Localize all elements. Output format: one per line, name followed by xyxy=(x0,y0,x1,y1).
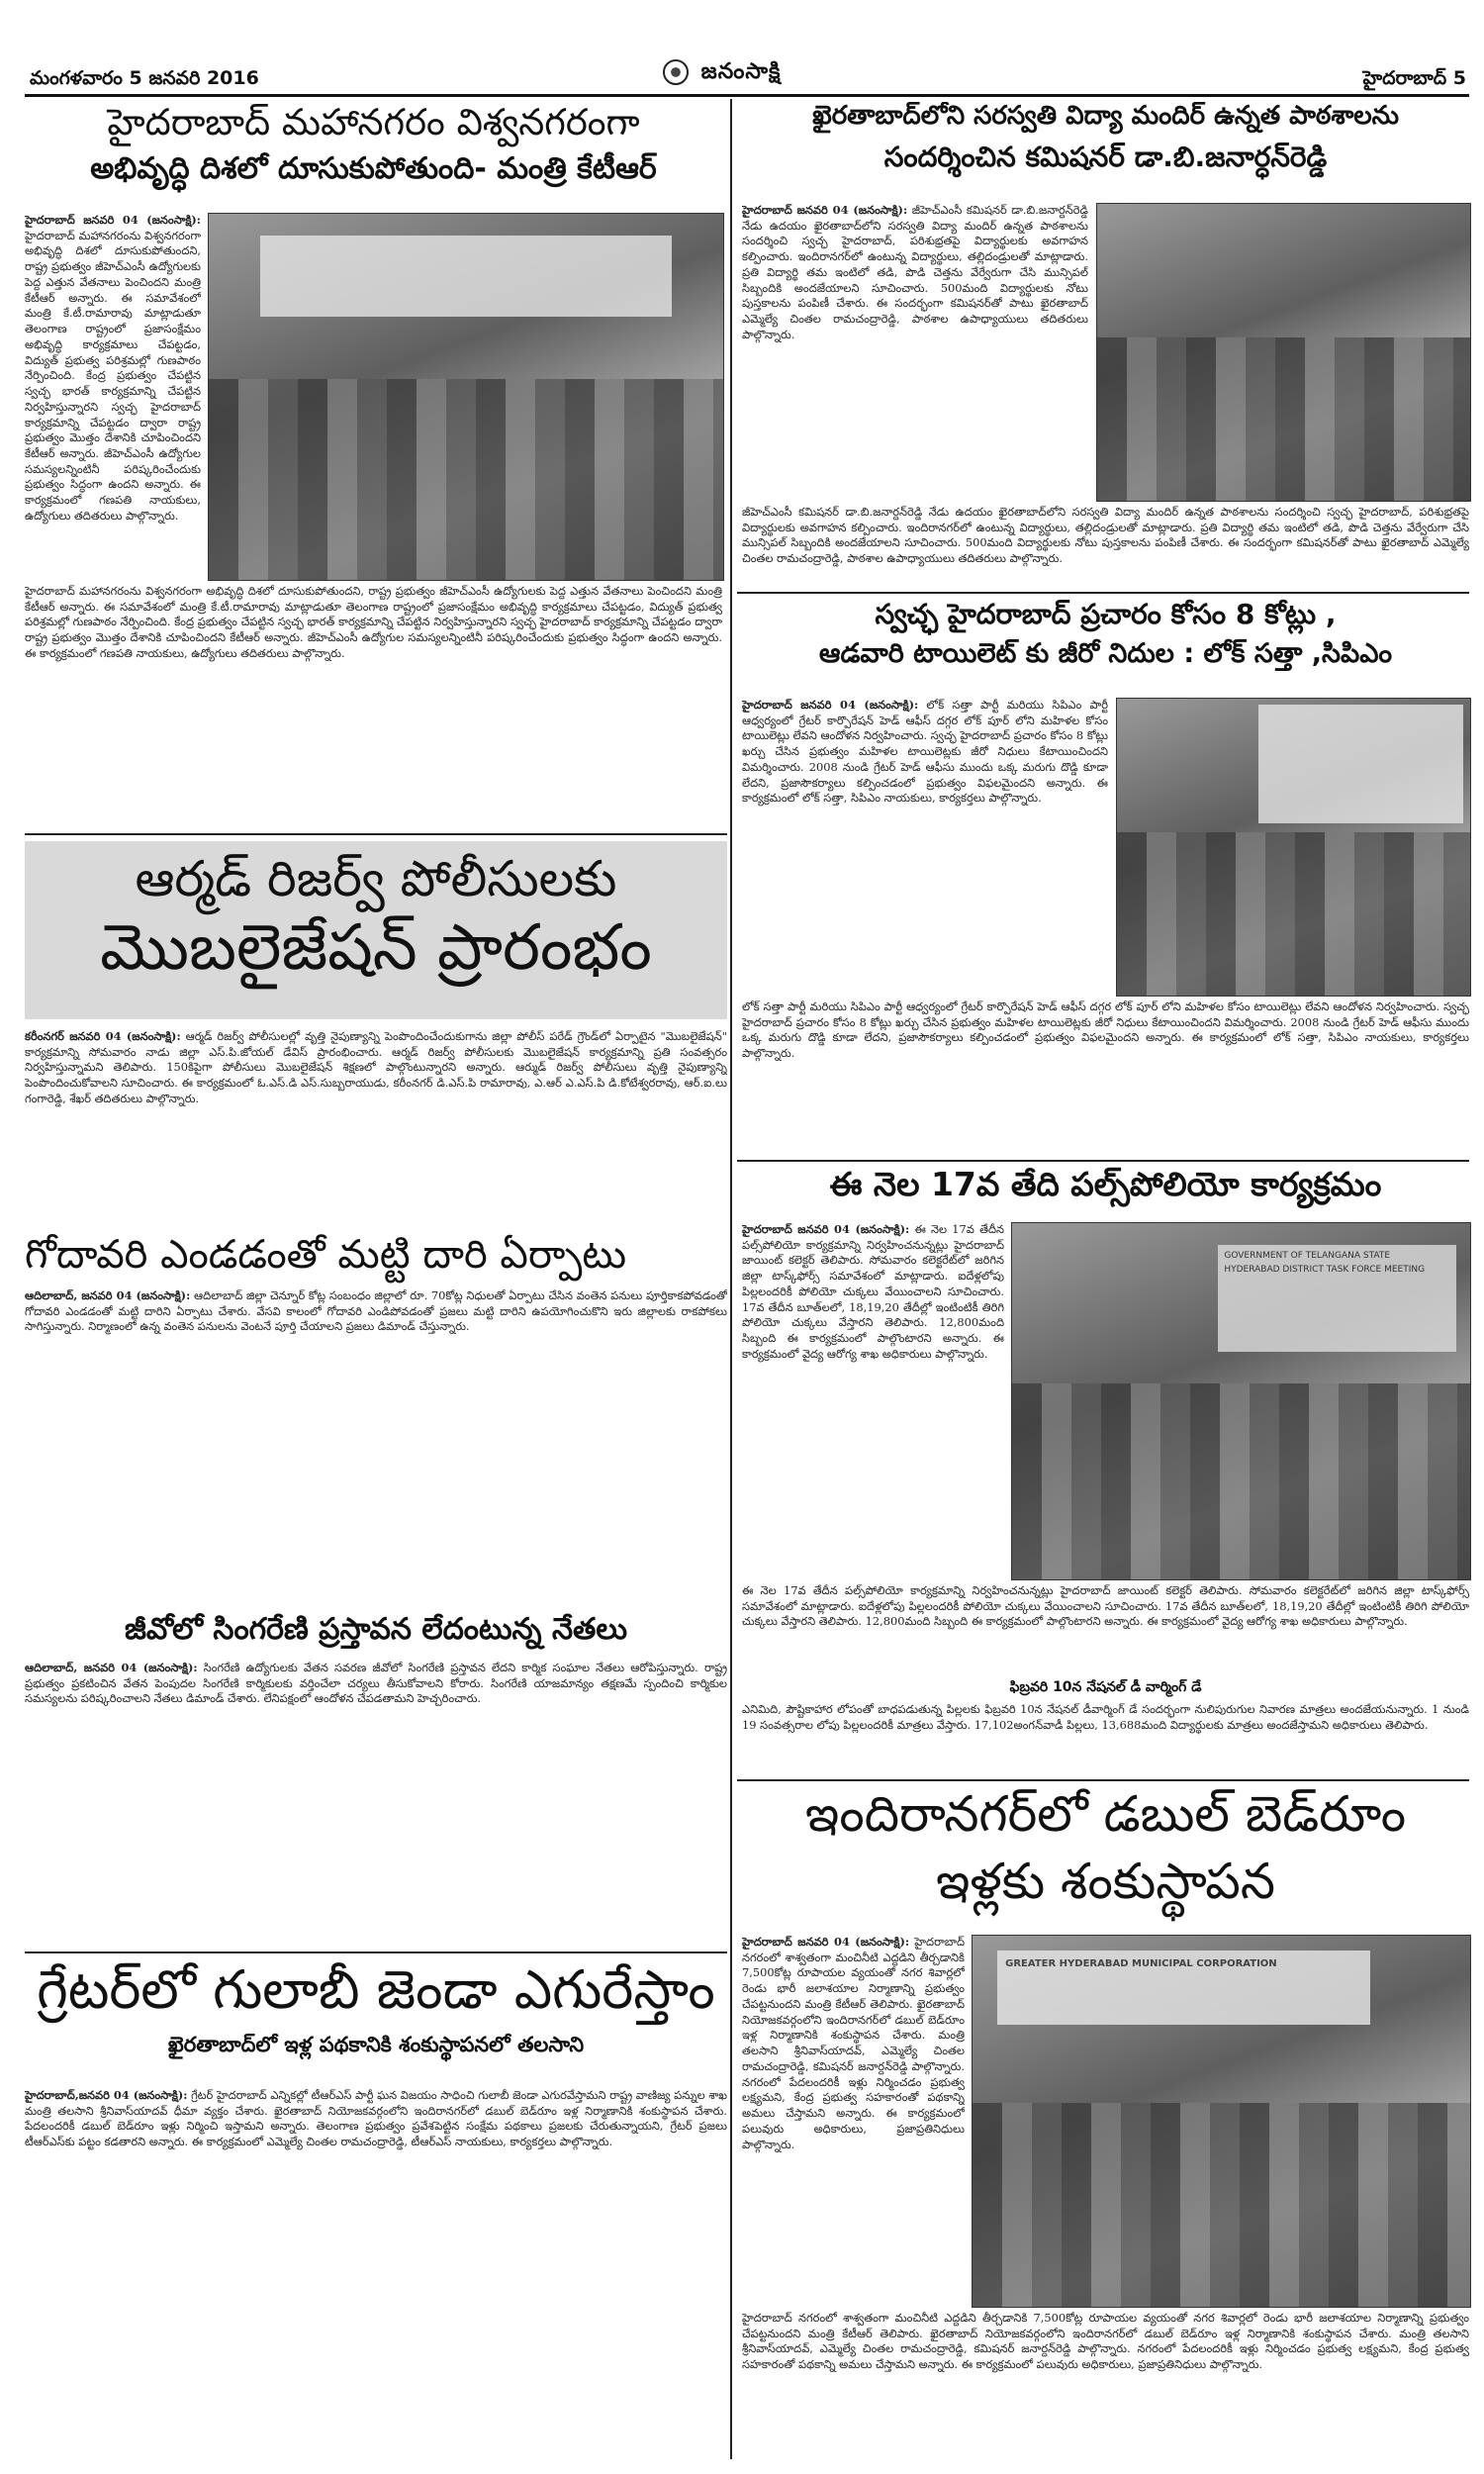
school-body-continued: జీహెచ్ఎంసీ కమిషనర్ డా.బి.జనార్దన్‌రెడ్డి నేడు ఉదయం ఖైరతాబాద్‌లోని సరస్వతి విద్యా మందిర్ ఉన్నత పాఠశాలను సందర్శించి స్వచ్ఛ హైదరాబాద్, పరిశుభ్రతపై విద్యార్థులకు అవగాహన కల్పించారు. ఇందిరానగర్‌లో ఉంటున్న విద్యార్థులు, తల్లిదండ్రులతో మాట్లాడారు. ప్రతి విద్యార్థి తమ ఇంటిలో తడి, పొడి చెత్తను వేర్వేరుగా చేసి మున్సిపల్ సిబ్బందికి అందజేయాలని సూచించారు. 500మంది విద్యార్థులకు నోటు పుస్తకాలను పంపిణీ చేశారు. ఈ సందర్భంగా కమిషనర్‌తో పాటు ఖైరతాబాద్ ఎమ్మెల్యే చింతల రామచంద్రారెడ్డి, పాఠశాల ఉపాధ్యాయులు తదితరులు పాల్గొన్నారు. xyxy=(742,505,1469,566)
polio-body-narrow xyxy=(742,1222,1004,1578)
loksatta-dateline: హైదరాబాద్ జనవరి 04 (జనంసాక్షి): xyxy=(742,698,919,712)
divider-loksatta xyxy=(737,1160,1469,1162)
divider-school xyxy=(737,592,1469,594)
loksatta-photo-building xyxy=(1258,705,1463,823)
greater-body: గ్రేటర్ హైదరాబాద్ ఎన్నికల్లో టీఆర్ఎస్ పార్టీ ఘన విజయం సాధించి గులాబీ జెండా ఎగురవేస్తామని రాష్ట్ర వాణిజ్య పన్నుల శాఖ మంత్రి తలసాని శ్రీనివాస్‌యాదవ్ ధీమా వ్యక్తం చేశారు. ఖైరతాబాద్ నియోజకవర్గంలోని ఇందిరానగర్‌లో డబుల్ బెడ్‌రూం ఇళ్ల నిర్మాణానికి శంకుస్థాపన చేశారు. పేదలందరికీ డబుల్ బెడ్‌రూం ఇళ్లు నిర్మించి ఇస్తామని అన్నారు. తెలంగాణ ప్రభుత్వం ప్రవేశపెట్టిన సంక్షేమ పథకాలు ప్రజలకు చేరుతున్నాయని, గ్రేటర్ ప్రజలు టీఆర్ఎస్‌కు పట్టం కడతారని అన్నారు. ఈ కార్యక్రమంలో ఎమ్మెల్యే చింతల రామచంద్రారెడ్డి, టీఆర్ఎస్ నాయకులు, కార్యకర్తలు పాల్గొన్నారు. xyxy=(25,2088,727,2149)
singareni-dateline: ఆదిలాబాద్, జనవరి 04 (జనంసాక్షి): xyxy=(25,1661,198,1674)
school-photo xyxy=(1096,203,1471,502)
greater-headline-box xyxy=(25,1959,727,2083)
ktr-body: హైదరాబాద్ మహానగరంను విశ్వనగరంగా అభివృద్ధి దిశలో దూసుకుపోతుందని, రాష్ట్ర ప్రభుత్వం జీహెచ్ఎంసీ ఉద్యోగులకు పెద్ద ఎత్తున వేతనాలు పెంచిందని మంత్రి కేటీఆర్ అన్నారు. ఈ సమావేశంలో మంత్రి కే.టీ.రామారావు మాట్లాడుతూ తెలంగాణ రాష్ట్రంలో ప్రజాసంక్షేమం అభివృద్ధి కార్యక్రమాలు చేపట్టడం, విద్యుత్ ప్రభుత్వ పరిశ్రమల్లో గుణపాఠం నేర్పించింది. కేంద్ర ప్రభుత్వం చేపట్టిన స్వచ్ఛ భారత్ కార్యక్రమాన్ని చేపట్టిన నిర్వహిస్తున్నారని స్వచ్ఛ హైదరాబాద్ కార్యక్రమాన్ని చేపట్టడం ద్వారా రాష్ట్ర ప్రభుత్వం మొత్తం దేశానికి చూపించిందని కేటీఆర్ అన్నారు. జీహెచ్ఎంసీ ఉద్యోగుల సమస్యలన్నింటినీ పరిష్కరించేందుకు ప్రభుత్వం సిద్ధంగా ఉందని అన్నారు. ఈ కార్యక్రమంలో గణపతి నాయకులు, ఉద్యోగులు తదితరులు పాల్గొన్నారు. xyxy=(25,228,201,523)
paper-name: జనంసాక్షి xyxy=(700,59,782,84)
column-divider xyxy=(730,99,732,2459)
loksatta-headline-line-2: ఆడవారి టాయిలెట్ కు జీరో నిదుల : లోక్ సత్తా ,సిపిఎం xyxy=(818,638,1393,670)
page-label: హైదరాబాద్ 5 xyxy=(1362,67,1466,89)
godavari-headline-box xyxy=(25,1232,727,1284)
housing-headline-line-2: ఇళ్లకు శంకుస్థాపన xyxy=(936,1852,1275,1910)
school-headline-box xyxy=(742,102,1469,196)
loksatta-headline-box xyxy=(742,599,1469,693)
school-photo-children xyxy=(1097,337,1470,501)
loksatta-body: లోక్ సత్తా పార్టీ మరియు సిపిఎం పార్టీ ఆధ్వర్యంలో గ్రేటర్ కార్పొరేషన్ హెడ్ ఆఫీస్ దగ్గర లోక్ పూర్ లోని మహిళల కోసం టాయిలెట్లు లేవని ఆందోళన నిర్వహించారు. స్వచ్ఛ హైదరాబాద్ ప్రచారం కోసం 8 కోట్లు ఖర్చు చేసిన ప్రభుత్వం మహిళల టాయిలెట్లకు జీరో నిధులు కేటాయించిందని విమర్శించారు. 2008 నుండి గ్రేటర్ హెడ్ ఆఫీసు ముందు ఒక్క మరుగు దొడ్డి కూడా లేదని, ప్రజాసౌకర్యాలు కల్పించడంలో ప్రభుత్వం విఫలమైందని అన్నారు. ఈ కార్యక్రమంలో లోక్ సత్తా, సిపిఎం నాయకులు, కార్యకర్తలు పాల్గొన్నారు. xyxy=(742,698,1108,806)
polio-subhead: ఫిబ్రవరి 10న నేషనల్ డీ వార్మింగ్ డే xyxy=(1009,1679,1202,1695)
singareni-body: సింగరేణి ఉద్యోగులకు వేతన సవరణ జీవోలో సింగరేణి ప్రస్తావన లేదని కార్మిక సంఘాల నేతలు ఆరోపిస్తున్నారు. రాష్ట్ర ప్రభుత్వం ప్రకటించిన వేతన పెంపుదల సింగరేణి కార్మికులకు వర్తించేలా చర్యలు తీసుకోవాలని కోరారు. సింగరేణి యాజమాన్యం తక్షణమే స్పందించి కార్మికుల సమస్యలను పరిష్కరించాలని నేతలు డిమాండ్ చేశారు. లేనిపక్షంలో ఆందోళన చేపడతామని హెచ్చరించారు. xyxy=(25,1661,727,1706)
polio-headline-box xyxy=(742,1166,1469,1217)
polio-subbody: ఎనిమిది, పౌష్టికాహార లోపంతో బాధపడుతున్న పిల్లలకు ఫిబ్రవరి 10న నేషనల్ డీవార్మింగ్ డే సందర్భంగా నులిపురుగుల నివారణ మాత్రలు అందజేయనున్నారు. 1 నుండి 19 సంవత్సరాల లోపు పిల్లలందరికీ మాత్రలు వేస్తారు. 17,102అంగన్‌వాడీ పిల్లలు, 13,688మంది విద్యార్థులకు మాత్రలు అందజేస్తామని అధికారులు తెలిపారు. xyxy=(742,1702,1469,1732)
polio-body-continued: ఈ నెల 17వ తేదీన పల్స్‌పోలియో కార్యక్రమాన్ని నిర్వహించనున్నట్లు హైదరాబాద్ జాయింట్ కలెక్టర్ తెలిపారు. సోమవారం కలెక్టరేట్‌లో జరిగిన జిల్లా టాస్క్‌ఫోర్స్ సమావేశంలో మాట్లాడారు. ఐదేళ్లలోపు పిల్లలందరికీ పోలియో చుక్కలు వేయించాలని సూచించారు. 17వ తేదీన బూత్‌లలో, 18,19,20 తేదీల్లో ఇంటింటికీ తిరిగి పోలియో చుక్కలు వేస్తారని తెలిపారు. 12,800మంది సిబ్బంది ఈ కార్యక్రమంలో పాల్గొంటారని అన్నారు. ఈ కార్యక్రమంలో వైద్య ఆరోగ్య శాఖ అధికారులు పాల్గొన్నారు. xyxy=(742,1583,1469,1629)
godavari-body: ఆదిలాబాద్ జిల్లా చెన్నూర్ కోట్ల సంబంధం జిల్లాలో రూ. 70కోట్ల నిధులతో ఏర్పాటు చేసిన వంతెన పనులు పూర్తికాకపోవడంతో గోదావరి ఎండడంతో మట్టి దారిని ఏర్పాటు చేశారు. వేసవి కాలంలో గోదావరి ఎండిపోవడంతో ప్రజలు మట్టి దారిని ఉపయోగించుకొని ఇరు జిల్లాలకు రాకపోకలు సాగిస్తున్నారు. నిర్మాణంలో ఉన్న వంతెన పనులను వెంటనే పూర్తి చేయాలని ప్రజలు డిమాండ్ చేస్తున్నారు. xyxy=(25,1288,727,1334)
ktr-photo-people xyxy=(209,379,723,581)
masthead-rule xyxy=(25,94,1469,97)
polio-dateline: హైదరాబాద్ జనవరి 04 (జనంసాక్షి): xyxy=(742,1222,910,1236)
school-body: జీహెచ్ఎంసీ కమిషనర్ డా.బి.జనార్దన్‌రెడ్డి నేడు ఉదయం ఖైరతాబాద్‌లోని సరస్వతి విద్యా మందిర్ ఉన్నత పాఠశాలను సందర్శించి స్వచ్ఛ హైదరాబాద్, పరిశుభ్రతపై విద్యార్థులకు అవగాహన కల్పించారు. ఇందిరానగర్‌లో ఉంటున్న విద్యార్థులు, తల్లిదండ్రులతో మాట్లాడారు. ప్రతి విద్యార్థి తమ ఇంటిలో తడి, పొడి చెత్తను వేర్వేరుగా చేసి మున్సిపల్ సిబ్బందికి అందజేయాలని సూచించారు. 500మంది విద్యార్థులకు నోటు పుస్తకాలను పంపిణీ చేశారు. ఈ సందర్భంగా కమిషనర్‌తో పాటు ఖైరతాబాద్ ఎమ్మెల్యే చింతల రామచంద్రారెడ్డి, పాఠశాల ఉపాధ్యాయులు తదితరులు పాల్గొన్నారు. xyxy=(742,203,1088,341)
police-headline-line-2: మొబలైజేషన్ ప్రారంభం xyxy=(100,910,652,985)
ktr-headline-line-1: హైదరాబాద్ మహానగరం విశ్వనగరంగా xyxy=(107,102,640,143)
janam-sakshi-logo-icon xyxy=(663,59,689,85)
school-body-narrow xyxy=(742,203,1088,500)
polio-body: ఈ నెల 17వ తేదీన పల్స్‌పోలియో కార్యక్రమాన్ని నిర్వహించనున్నట్లు హైదరాబాద్ జాయింట్ కలెక్టర్ తెలిపారు. సోమవారం కలెక్టరేట్‌లో జరిగిన జిల్లా టాస్క్‌ఫోర్స్ సమావేశంలో మాట్లాడారు. ఐదేళ్లలోపు పిల్లలందరికీ పోలియో చుక్కలు వేయించాలని సూచించారు. 17వ తేదీన బూత్‌లలో, 18,19,20 తేదీల్లో ఇంటింటికీ తిరిగి పోలియో చుక్కలు వేస్తారని తెలిపారు. 12,800మంది సిబ్బంది ఈ కార్యక్రమంలో పాల్గొంటారని అన్నారు. ఈ కార్యక్రమంలో వైద్య ఆరోగ్య శాఖ అధికారులు పాల్గొన్నారు. xyxy=(742,1222,1004,1361)
greater-headline: గ్రేటర్‌లో గులాబీ జెండా ఎగురేస్తాం xyxy=(37,1959,715,2021)
housing-photo-banner xyxy=(997,1951,1370,2025)
godavari-headline: గోదావరి ఎండడంతో మట్టి దారి ఏర్పాటు xyxy=(25,1232,627,1278)
ktr-headline-line-2: అభివృద్ధి దిశలో దూసుకుపోతుంది- మంత్రి కేటీఆర్ xyxy=(90,150,657,186)
housing-photo-people xyxy=(973,2103,1470,2307)
godavari-body-box xyxy=(25,1288,727,1605)
school-body-wide xyxy=(742,505,1469,589)
housing-photo xyxy=(972,1935,1471,2308)
loksatta-photo xyxy=(1116,698,1471,997)
greater-subhead: ఖైరతాబాద్‌లో ఇళ్ల పథకానికి శంకుస్థాపనలో తలసాని xyxy=(167,2033,585,2057)
school-headline-line-2: సందర్శించిన కమిషనర్ డా.బి.జనార్ధన్‌రెడ్డి xyxy=(883,140,1328,173)
housing-body-wide xyxy=(742,2311,1469,2459)
polio-body-wide xyxy=(742,1583,1469,1677)
loksatta-body-narrow xyxy=(742,698,1108,995)
ktr-photo-banner xyxy=(260,236,672,316)
issue-date: మంగళవారం 5 జనవరి 2016 xyxy=(30,67,259,89)
ktr-photo xyxy=(208,213,724,581)
police-dateline: కరీంనగర్ జనవరి 04 (జనంసాక్షి): xyxy=(25,1029,181,1043)
housing-dateline: హైదరాబాద్ జనవరి 04 (జనంసాక్షి): xyxy=(742,1935,910,1949)
polio-photo-banner xyxy=(1218,1245,1456,1352)
housing-body-continued: హైదరాబాద్ నగరంలో శాశ్వతంగా మంచినీటి ఎద్దడిని తీర్చడానికి 7,500కోట్ల రూపాయల వ్యయంతో నగర శివార్లలో రెండు భారీ జలాశయాల నిర్మాణాన్ని ప్రభుత్వం చేపట్టనుందని మంత్రి కేటీఆర్ తెలిపారు. ఖైరతాబాద్ నియోజకవర్గంలోని ఇందిరానగర్‌లో డబుల్ బెడ్‌రూం ఇళ్ల నిర్మాణానికి శంకుస్థాపన చేశారు. మంత్రి తలసాని శ్రీనివాస్‌యాదవ్, ఎమ్మెల్యే చింతల రామచంద్రారెడ్డి, కమిషనర్ జనార్దన్‌రెడ్డి పాల్గొన్నారు. నగరంలో పేదలందరికీ ఇళ్లు నిర్మించడం ప్రభుత్వ లక్ష్యమని, కేంద్ర ప్రభుత్వ సహకారంతో పథకాన్ని అమలు చేస్తామని అన్నారు. ఈ కార్యక్రమంలో పలువురు అధికారులు, ప్రజాప్రతినిధులు పాల్గొన్నారు. xyxy=(742,2311,1469,2372)
godavari-dateline: ఆదిలాబాద్, జనవరి 04 (జనంసాక్షి): xyxy=(25,1288,191,1302)
ktr-headline xyxy=(25,102,722,206)
divider-singareni xyxy=(25,1951,727,1953)
housing-body: హైదరాబాద్ నగరంలో శాశ్వతంగా మంచినీటి ఎద్దడిని తీర్చడానికి 7,500కోట్ల రూపాయల వ్యయంతో నగర శివార్లలో రెండు భారీ జలాశయాల నిర్మాణాన్ని ప్రభుత్వం చేపట్టనుందని మంత్రి కేటీఆర్ తెలిపారు. ఖైరతాబాద్ నియోజకవర్గంలోని ఇందిరానగర్‌లో డబుల్ బెడ్‌రూం ఇళ్ల నిర్మాణానికి శంకుస్థాపన చేశారు. మంత్రి తలసాని శ్రీనివాస్‌యాదవ్, ఎమ్మెల్యే చింతల రామచంద్రారెడ్డి, కమిషనర్ జనార్దన్‌రెడ్డి పాల్గొన్నారు. నగరంలో పేదలందరికీ ఇళ్లు నిర్మించడం ప్రభుత్వ లక్ష్యమని, కేంద్ర ప్రభుత్వ సహకారంతో పథకాన్ని అమలు చేస్తామని అన్నారు. ఈ కార్యక్రమంలో పలువురు అధికారులు, ప్రజాప్రతినిధులు పాల్గొన్నారు. xyxy=(742,1935,965,2151)
housing-banner-text: GREATER HYDERABAD MUNICIPAL CORPORATION xyxy=(1005,1958,1277,1969)
loksatta-body-wide xyxy=(742,999,1469,1158)
greater-body-box xyxy=(25,2088,727,2459)
divider-polio xyxy=(737,1779,1469,1781)
ktr-body-wide xyxy=(25,584,722,826)
paper-logo xyxy=(663,59,782,89)
polio-headline: ఈ నెల 17వ తేది పల్స్‌పోలియో కార్యక్రమం xyxy=(829,1166,1382,1203)
polio-subhead-box xyxy=(742,1679,1469,1699)
loksatta-photo-protesters xyxy=(1117,832,1470,996)
polio-banner-line-2: HYDERABAD DISTRICT TASK FORCE MEETING xyxy=(1224,1264,1426,1275)
divider-ktr xyxy=(25,833,727,835)
police-headline-panel xyxy=(25,841,727,1019)
polio-subbody-box xyxy=(742,1702,1469,1776)
ktr-dateline: హైదరాబాద్ జనవరి 04 (జనంసాక్షి): xyxy=(25,213,201,227)
ktr-body-continued: హైదరాబాద్ మహానగరంను విశ్వనగరంగా అభివృద్ధి దిశలో దూసుకుపోతుందని, రాష్ట్ర ప్రభుత్వం జీహెచ్ఎంసీ ఉద్యోగులకు పెద్ద ఎత్తున వేతనాలు పెంచిందని మంత్రి కేటీఆర్ అన్నారు. ఈ సమావేశంలో మంత్రి కే.టీ.రామారావు మాట్లాడుతూ తెలంగాణ రాష్ట్రంలో ప్రజాసంక్షేమం అభివృద్ధి కార్యక్రమాలు చేపట్టడం, విద్యుత్ ప్రభుత్వ పరిశ్రమల్లో గుణపాఠం నేర్పించింది. కేంద్ర ప్రభుత్వం చేపట్టిన స్వచ్ఛ భారత్ కార్యక్రమాన్ని చేపట్టిన నిర్వహిస్తున్నారని స్వచ్ఛ హైదరాబాద్ కార్యక్రమాన్ని చేపట్టడం ద్వారా రాష్ట్ర ప్రభుత్వం మొత్తం దేశానికి చూపించిందని కేటీఆర్ అన్నారు. జీహెచ్ఎంసీ ఉద్యోగుల సమస్యలన్నింటినీ పరిష్కరించేందుకు ప్రభుత్వం సిద్ధంగా ఉందని అన్నారు. ఈ కార్యక్రమంలో గణపతి నాయకులు, ఉద్యోగులు తదితరులు పాల్గొన్నారు. xyxy=(25,584,722,660)
housing-body-narrow xyxy=(742,1935,965,2306)
greater-dateline: హైదరాబాద్,జనవరి 04 (జనంసాక్షి): xyxy=(25,2088,188,2102)
loksatta-headline-line-1: స్వచ్ఛ హైదరాబాద్ ప్రచారం కోసం 8 కోట్లు , xyxy=(875,599,1337,630)
singareni-headline-box xyxy=(25,1613,727,1655)
polio-photo xyxy=(1011,1222,1471,1580)
polio-banner-line-1: GOVERNMENT OF TELANGANA STATE xyxy=(1224,1250,1391,1261)
loksatta-body-continued: లోక్ సత్తా పార్టీ మరియు సిపిఎం పార్టీ ఆధ్వర్యంలో గ్రేటర్ కార్పొరేషన్ హెడ్ ఆఫీస్ దగ్గర లోక్ పూర్ లోని మహిళల కోసం టాయిలెట్లు లేవని ఆందోళన నిర్వహించారు. స్వచ్ఛ హైదరాబాద్ ప్రచారం కోసం 8 కోట్లు ఖర్చు చేసిన ప్రభుత్వం మహిళల టాయిలెట్లకు జీరో నిధులు కేటాయించిందని విమర్శించారు. 2008 నుండి గ్రేటర్ హెడ్ ఆఫీసు ముందు ఒక్క మరుగు దొడ్డి కూడా లేదని, ప్రజాసౌకర్యాలు కల్పించడంలో ప్రభుత్వం విఫలమైందని అన్నారు. ఈ కార్యక్రమంలో లోక్ సత్తా, సిపిఎం నాయకులు, కార్యకర్తలు పాల్గొన్నారు. xyxy=(742,999,1469,1061)
school-dateline: హైదరాబాద్ జనవరి 04 (జనంసాక్షి): xyxy=(742,203,908,217)
polio-photo-people xyxy=(1012,1383,1470,1579)
police-body-box xyxy=(25,1029,727,1227)
singareni-body-box xyxy=(25,1661,727,1948)
ktr-body-narrow xyxy=(25,213,201,579)
police-headline-line-1: ఆర్మడ్ రిజర్వ్ పోలీసులకు xyxy=(135,850,617,907)
housing-headline-line-1: ఇందిరానగర్‌లో డబుల్ బెడ్‌రూం xyxy=(804,1786,1407,1843)
housing-headline-box xyxy=(742,1786,1469,1930)
police-body: ఆర్మడ్ రిజర్వ్ పోలీసులల్లో వృత్తి నైపుణ్యాన్ని పెంపొందించేందుకుగాను జిల్లా పోలీస్ పరేడ్ గ్రౌండ్‌లో ఏర్పాటైన "మొబలైజేషన్" కార్యక్రమాన్ని సోమవారం నాడు జిల్లా ఎస్.పి.జోయల్ డేవిస్ ప్రారంభించారు. ఆర్మడ్ రిజర్వ్ పోలీసులకు మొబలైజేషన్ కార్యక్రమాన్ని ప్రతి సంవత్సరం నిర్వహిస్తున్నామని తెలిపారు. 150కిపైగా పోలీసులు మొబలైజేషన్ శిక్షణలో పాల్గొంటున్నారని అన్నారు. ఆర్ముడ్ రిజర్వ్ పోలీసులు వృత్తి నైపుణ్యాన్ని పెంపొందించుకోవాలని సూచించారు. ఈ కార్యక్రమంలో ఓ.ఎస్.డి ఎస్.సుబ్బరాయుడు, కరీంనగర్ డి.ఎస్.పి రామారావు, ఎ.ఆర్ ఎ.ఎస్.పి డి.కోటేశ్వరరావు, ఆర్.ఐ.లు గంగారెడ్డి, శేఖర్ తదితరులు పాల్గొన్నారు. xyxy=(25,1029,727,1105)
school-headline-line-1: ఖైరతాబాద్‌లోని సరస్వతి విద్యా మందిర్ ఉన్నత పాఠశాలను xyxy=(812,102,1399,131)
singareni-headline: జీవోలో సింగరేణి ప్రస్తావన లేదంటున్న నేతలు xyxy=(124,1613,627,1647)
